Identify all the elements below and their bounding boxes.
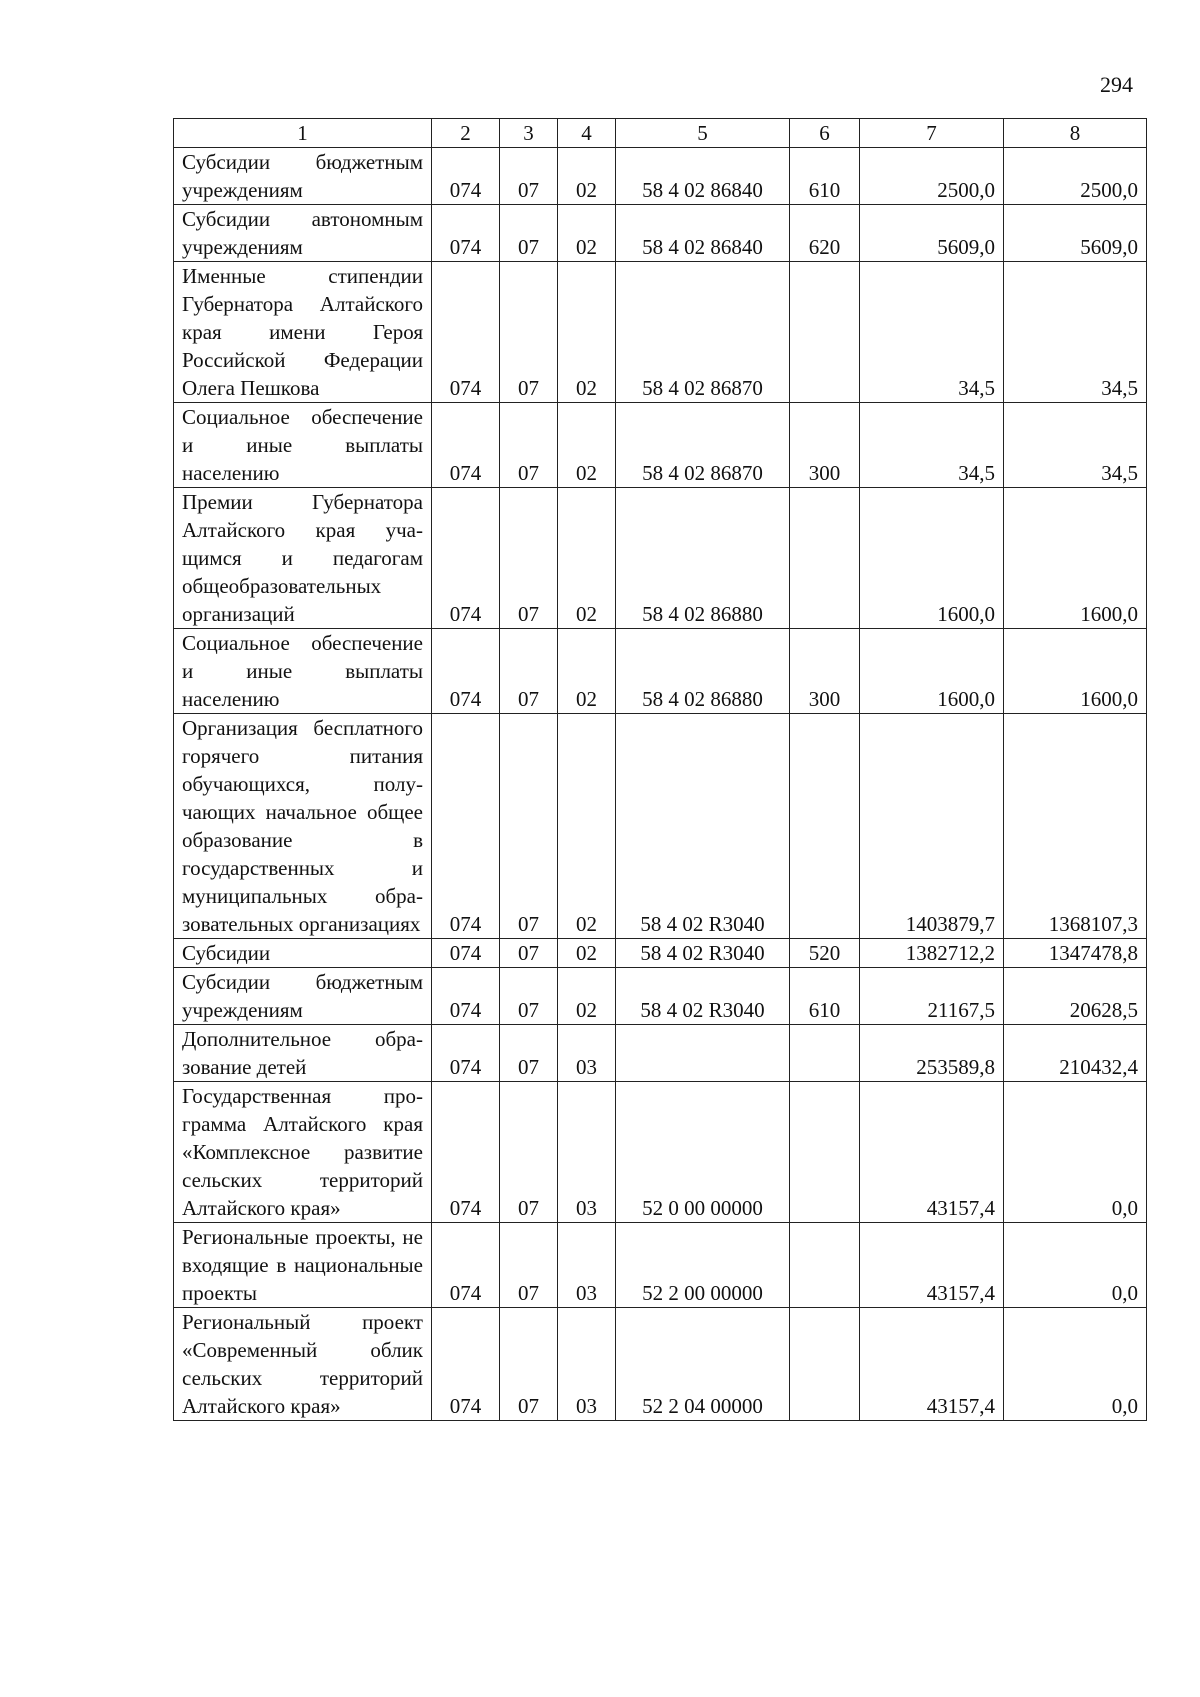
admin-code-cell: 074 — [432, 1025, 500, 1082]
subsection-cell: 02 — [558, 968, 616, 1025]
row-name-cell: Субсидии — [174, 939, 432, 968]
admin-code-cell: 074 — [432, 1223, 500, 1308]
budget-table — [173, 118, 1147, 1421]
table-row — [174, 714, 1147, 939]
amount-year2-cell: 1600,0 — [1004, 629, 1147, 714]
section-cell: 07 — [500, 262, 558, 403]
table-row — [174, 403, 1147, 488]
amount-year1-cell: 43157,4 — [860, 1082, 1004, 1223]
amount-year1-cell: 43157,4 — [860, 1308, 1004, 1421]
section-cell: 07 — [500, 1223, 558, 1308]
amount-year1-cell: 1403879,7 — [860, 714, 1004, 939]
row-name-cell: Организация бесплатного горячего питания обучающихся, получающих начальное общее образование в государственных и муниципальных образовательных организациях — [174, 714, 432, 939]
row-name-cell: Именные стипендии Губернатора Алтайского края имени Героя Российской Федерации Олега Пешкова — [174, 262, 432, 403]
row-name-cell: Региональные проекты, не входящие в национальные проекты — [174, 1223, 432, 1308]
page-number: 294 — [1100, 72, 1133, 97]
amount-year2-cell: 0,0 — [1004, 1082, 1147, 1223]
expense-type-cell: 300 — [790, 629, 860, 714]
row-name-cell: Дополнительное образование детей — [174, 1025, 432, 1082]
section-cell: 07 — [500, 403, 558, 488]
column-header-1: 1 — [174, 119, 432, 148]
expense-type-cell — [790, 1223, 860, 1308]
subsection-cell: 02 — [558, 205, 616, 262]
admin-code-cell: 074 — [432, 1082, 500, 1223]
amount-year2-cell: 2500,0 — [1004, 148, 1147, 205]
table-row — [174, 1082, 1147, 1223]
section-cell: 07 — [500, 488, 558, 629]
admin-code-cell: 074 — [432, 714, 500, 939]
table-row — [174, 939, 1147, 968]
admin-code-cell: 074 — [432, 205, 500, 262]
table-row — [174, 1025, 1147, 1082]
subsection-cell: 02 — [558, 939, 616, 968]
row-name-cell: Премии Губернатора Алтайского края учащимся и педагогам общеобразовательных организаций — [174, 488, 432, 629]
expense-type-cell — [790, 714, 860, 939]
admin-code-cell: 074 — [432, 1308, 500, 1421]
admin-code-cell: 074 — [432, 403, 500, 488]
section-cell: 07 — [500, 1025, 558, 1082]
column-header-5: 5 — [616, 119, 790, 148]
column-header-2: 2 — [432, 119, 500, 148]
target-code-cell: 58 4 02 86870 — [616, 403, 790, 488]
amount-year2-cell: 5609,0 — [1004, 205, 1147, 262]
row-name-cell: Государственная программа Алтайского края «Комплексное развитие сельских территорий Алтайского края» — [174, 1082, 432, 1223]
subsection-cell: 03 — [558, 1223, 616, 1308]
table-row — [174, 1223, 1147, 1308]
admin-code-cell: 074 — [432, 939, 500, 968]
expense-type-cell — [790, 262, 860, 403]
subsection-cell: 02 — [558, 262, 616, 403]
target-code-cell: 58 4 02 R3040 — [616, 968, 790, 1025]
expense-type-cell — [790, 488, 860, 629]
table-row — [174, 968, 1147, 1025]
admin-code-cell: 074 — [432, 968, 500, 1025]
amount-year2-cell: 1368107,3 — [1004, 714, 1147, 939]
subsection-cell: 03 — [558, 1025, 616, 1082]
amount-year1-cell: 253589,8 — [860, 1025, 1004, 1082]
amount-year1-cell: 5609,0 — [860, 205, 1004, 262]
table-row — [174, 262, 1147, 403]
amount-year2-cell: 0,0 — [1004, 1308, 1147, 1421]
amount-year1-cell: 34,5 — [860, 262, 1004, 403]
expense-type-cell: 620 — [790, 205, 860, 262]
subsection-cell: 03 — [558, 1308, 616, 1421]
section-cell: 07 — [500, 939, 558, 968]
section-cell: 07 — [500, 629, 558, 714]
expense-type-cell: 300 — [790, 403, 860, 488]
expense-type-cell: 610 — [790, 968, 860, 1025]
column-header-3: 3 — [500, 119, 558, 148]
amount-year1-cell: 1382712,2 — [860, 939, 1004, 968]
target-code-cell: 58 4 02 86880 — [616, 629, 790, 714]
row-name-cell: Субсидии бюджетным учреждениям — [174, 148, 432, 205]
admin-code-cell: 074 — [432, 488, 500, 629]
expense-type-cell — [790, 1308, 860, 1421]
subsection-cell: 02 — [558, 488, 616, 629]
table-row — [174, 629, 1147, 714]
table-row — [174, 148, 1147, 205]
target-code-cell: 52 2 04 00000 — [616, 1308, 790, 1421]
amount-year2-cell: 1600,0 — [1004, 488, 1147, 629]
admin-code-cell: 074 — [432, 629, 500, 714]
amount-year1-cell: 43157,4 — [860, 1223, 1004, 1308]
column-header-4: 4 — [558, 119, 616, 148]
subsection-cell: 02 — [558, 148, 616, 205]
target-code-cell: 58 4 02 R3040 — [616, 939, 790, 968]
column-header-6: 6 — [790, 119, 860, 148]
amount-year1-cell: 2500,0 — [860, 148, 1004, 205]
expense-type-cell — [790, 1082, 860, 1223]
section-cell: 07 — [500, 714, 558, 939]
amount-year1-cell: 1600,0 — [860, 488, 1004, 629]
row-name-cell: Субсидии автономным учреждениям — [174, 205, 432, 262]
amount-year1-cell: 21167,5 — [860, 968, 1004, 1025]
row-name-cell: Социальное обеспечение и иные выплаты населению — [174, 629, 432, 714]
amount-year2-cell: 20628,5 — [1004, 968, 1147, 1025]
subsection-cell: 02 — [558, 714, 616, 939]
amount-year1-cell: 34,5 — [860, 403, 1004, 488]
target-code-cell: 52 2 00 00000 — [616, 1223, 790, 1308]
section-cell: 07 — [500, 1082, 558, 1223]
target-code-cell: 58 4 02 86870 — [616, 262, 790, 403]
expense-type-cell — [790, 1025, 860, 1082]
section-cell: 07 — [500, 1308, 558, 1421]
expense-type-cell: 610 — [790, 148, 860, 205]
amount-year2-cell: 34,5 — [1004, 262, 1147, 403]
table-row — [174, 488, 1147, 629]
table-row — [174, 205, 1147, 262]
admin-code-cell: 074 — [432, 262, 500, 403]
target-code-cell: 58 4 02 86880 — [616, 488, 790, 629]
section-cell: 07 — [500, 205, 558, 262]
subsection-cell: 03 — [558, 1082, 616, 1223]
target-code-cell — [616, 1025, 790, 1082]
target-code-cell: 58 4 02 86840 — [616, 205, 790, 262]
section-cell: 07 — [500, 148, 558, 205]
target-code-cell: 52 0 00 00000 — [616, 1082, 790, 1223]
row-name-cell: Субсидии бюджетным учреждениям — [174, 968, 432, 1025]
row-name-cell: Социальное обеспечение и иные выплаты населению — [174, 403, 432, 488]
amount-year1-cell: 1600,0 — [860, 629, 1004, 714]
amount-year2-cell: 34,5 — [1004, 403, 1147, 488]
amount-year2-cell: 1347478,8 — [1004, 939, 1147, 968]
section-cell: 07 — [500, 968, 558, 1025]
target-code-cell: 58 4 02 86840 — [616, 148, 790, 205]
subsection-cell: 02 — [558, 629, 616, 714]
column-header-7: 7 — [860, 119, 1004, 148]
amount-year2-cell: 210432,4 — [1004, 1025, 1147, 1082]
table-row — [174, 1308, 1147, 1421]
table-body — [174, 148, 1147, 1421]
subsection-cell: 02 — [558, 403, 616, 488]
row-name-cell: Региональный проект «Современный облик сельских территорий Алтайского края» — [174, 1308, 432, 1421]
admin-code-cell: 074 — [432, 148, 500, 205]
column-header-8: 8 — [1004, 119, 1147, 148]
expense-type-cell: 520 — [790, 939, 860, 968]
amount-year2-cell: 0,0 — [1004, 1223, 1147, 1308]
header-row — [174, 119, 1147, 148]
target-code-cell: 58 4 02 R3040 — [616, 714, 790, 939]
